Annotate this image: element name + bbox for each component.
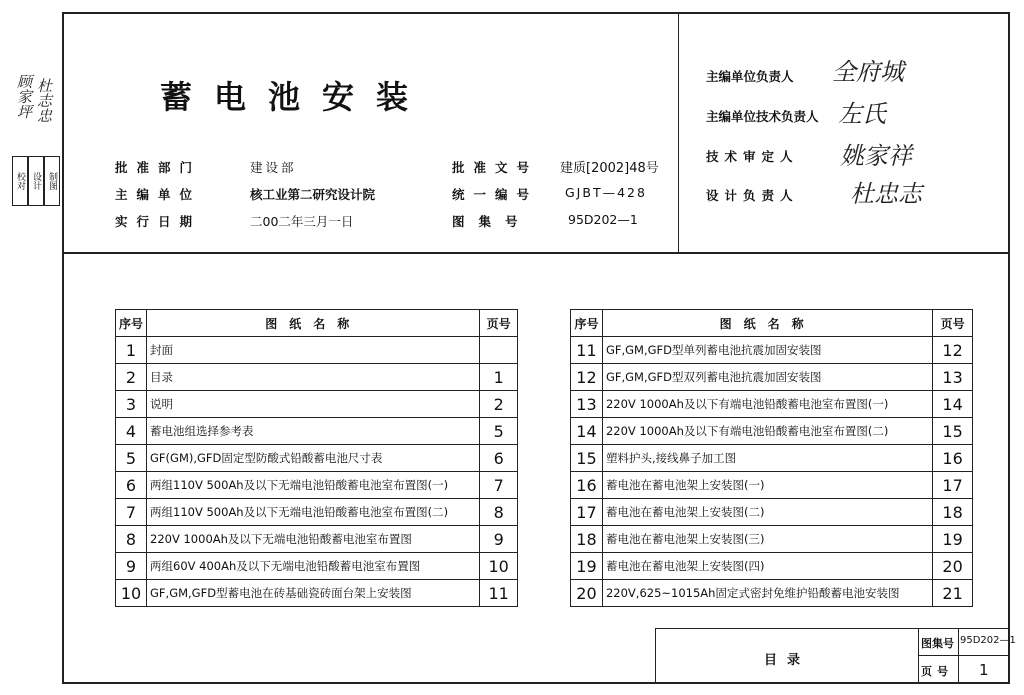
row-name: 蓄电池在蓄电池架上安装图(四) bbox=[602, 553, 932, 580]
row-name: 说明 bbox=[147, 391, 480, 418]
table-row bbox=[571, 499, 973, 526]
stamp-label-check: 校对 bbox=[12, 156, 28, 206]
row-name: 220V 1000Ah及以下有端电池铅酸蓄电池室布置图(二) bbox=[602, 418, 932, 445]
tech-head-signature: 左氏 bbox=[838, 100, 886, 128]
row-name: GF(GM),GFD固定型防酸式铅酸蓄电池尺寸表 bbox=[147, 445, 480, 472]
row-seq: 20 bbox=[571, 580, 603, 607]
row-seq: 2 bbox=[116, 364, 147, 391]
sheet-title: 目录 bbox=[764, 653, 811, 668]
atlas-label: 图集号 bbox=[921, 637, 954, 650]
row-name: 蓄电池在蓄电池架上安装图(二) bbox=[602, 499, 932, 526]
row-name: GF,GM,GFD型蓄电池在砖基础瓷砖面台架上安装图 bbox=[147, 580, 480, 607]
col-page: 页号 bbox=[480, 310, 518, 337]
reviewer-signature: 姚家祥 bbox=[840, 142, 912, 170]
approving-dept-label: 批准部门 bbox=[115, 160, 202, 175]
row-seq: 7 bbox=[116, 499, 147, 526]
row-name: 220V 1000Ah及以下无端电池铅酸蓄电池室布置图 bbox=[147, 526, 480, 553]
row-seq: 12 bbox=[571, 364, 603, 391]
row-page: 8 bbox=[480, 499, 518, 526]
row-name: GF,GM,GFD型单列蓄电池抗震加固安装图 bbox=[602, 337, 932, 364]
table-row bbox=[116, 445, 518, 472]
table-row bbox=[116, 580, 518, 607]
table-row bbox=[116, 391, 518, 418]
stamp-label-draw: 制图 bbox=[44, 156, 60, 206]
row-name: 蓄电池在蓄电池架上安装图(一) bbox=[602, 472, 932, 499]
row-page: 19 bbox=[933, 526, 973, 553]
row-page: 6 bbox=[480, 445, 518, 472]
table-row bbox=[571, 472, 973, 499]
header-vertical-divider bbox=[678, 12, 679, 253]
row-seq: 18 bbox=[571, 526, 603, 553]
table-row bbox=[116, 337, 518, 364]
row-seq: 17 bbox=[571, 499, 603, 526]
row-page: 18 bbox=[933, 499, 973, 526]
title-block bbox=[655, 628, 1016, 684]
row-page: 14 bbox=[933, 391, 973, 418]
table-row bbox=[571, 337, 973, 364]
toc-table-left bbox=[115, 309, 518, 607]
designer-label: 设计负责人 bbox=[706, 188, 799, 203]
row-name: 两组110V 500Ah及以下无端电池铅酸蓄电池室布置图(一) bbox=[147, 472, 480, 499]
unit-head-signature: 全府城 bbox=[832, 58, 904, 86]
row-page: 17 bbox=[933, 472, 973, 499]
table-row bbox=[116, 418, 518, 445]
page-label: 页号 bbox=[921, 665, 953, 678]
row-page: 20 bbox=[933, 553, 973, 580]
reviewer-label: 技术审定人 bbox=[706, 149, 799, 164]
table-row bbox=[571, 553, 973, 580]
row-seq: 3 bbox=[116, 391, 147, 418]
table-row bbox=[571, 580, 973, 607]
header-divider bbox=[62, 252, 1010, 254]
table-row bbox=[571, 526, 973, 553]
atlas-no-label: 图集号 bbox=[452, 214, 532, 229]
col-name: 图纸名称 bbox=[602, 310, 932, 337]
editor-unit-label: 主编单位 bbox=[115, 187, 202, 202]
row-name: 封面 bbox=[147, 337, 480, 364]
title-block-divider bbox=[918, 655, 1010, 656]
row-seq: 10 bbox=[116, 580, 147, 607]
row-seq: 8 bbox=[116, 526, 147, 553]
title-block-divider bbox=[918, 629, 919, 683]
row-page: 5 bbox=[480, 418, 518, 445]
row-name: 两组60V 400Ah及以下无端电池铅酸蓄电池室布置图 bbox=[147, 553, 480, 580]
unit-head-label: 主编单位负责人 bbox=[706, 69, 794, 84]
unified-no: GJBT—428 bbox=[565, 185, 647, 200]
row-page: 9 bbox=[480, 526, 518, 553]
effective-date-label: 实行日期 bbox=[115, 214, 202, 229]
approval-doc: 建质[2002]48号 bbox=[560, 161, 659, 176]
row-page: 21 bbox=[933, 580, 973, 607]
approval-doc-label: 批准文号 bbox=[452, 160, 539, 175]
stamp-label-design: 设计 bbox=[28, 156, 44, 206]
row-seq: 19 bbox=[571, 553, 603, 580]
table-row bbox=[571, 445, 973, 472]
col-page: 页号 bbox=[933, 310, 973, 337]
editor-unit: 核工业第二研究设计院 bbox=[250, 187, 376, 202]
col-name: 图纸名称 bbox=[147, 310, 480, 337]
row-name: 两组110V 500Ah及以下无端电池铅酸蓄电池室布置图(二) bbox=[147, 499, 480, 526]
row-page: 15 bbox=[933, 418, 973, 445]
table-row bbox=[116, 526, 518, 553]
row-name: 蓄电池组选择参考表 bbox=[147, 418, 480, 445]
row-seq: 5 bbox=[116, 445, 147, 472]
approving-dept: 建设部 bbox=[250, 160, 297, 175]
row-page: 16 bbox=[933, 445, 973, 472]
row-seq: 4 bbox=[116, 418, 147, 445]
row-seq: 9 bbox=[116, 553, 147, 580]
table-row bbox=[116, 499, 518, 526]
row-name: 目录 bbox=[147, 364, 480, 391]
col-seq: 序号 bbox=[571, 310, 603, 337]
row-page: 2 bbox=[480, 391, 518, 418]
footer-atlas-no: 95D202—1 bbox=[960, 635, 1016, 646]
footer-page-no: 1 bbox=[979, 661, 989, 679]
row-seq: 1 bbox=[116, 337, 147, 364]
row-seq: 16 bbox=[571, 472, 603, 499]
review-stamp bbox=[12, 74, 60, 214]
row-name: 220V,625~1015Ah固定式密封免维护铅酸蓄电池安装图 bbox=[602, 580, 932, 607]
row-name: GF,GM,GFD型双列蓄电池抗震加固安装图 bbox=[602, 364, 932, 391]
row-page: 1 bbox=[480, 364, 518, 391]
row-name: 蓄电池在蓄电池架上安装图(三) bbox=[602, 526, 932, 553]
row-page: 10 bbox=[480, 553, 518, 580]
designer-signature: 杜忠志 bbox=[850, 180, 922, 208]
row-page: 13 bbox=[933, 364, 973, 391]
tech-head-label: 主编单位技术负责人 bbox=[706, 109, 819, 124]
title-block-divider bbox=[958, 629, 959, 683]
effective-date: 二00二年三月一日 bbox=[250, 214, 354, 229]
row-seq: 13 bbox=[571, 391, 603, 418]
row-page bbox=[480, 337, 518, 364]
table-row bbox=[116, 364, 518, 391]
toc-table-right bbox=[570, 309, 973, 607]
row-page: 12 bbox=[933, 337, 973, 364]
stamp-signature-1: 顾家坪 bbox=[15, 74, 33, 119]
stamp-signature-2: 杜志忠 bbox=[35, 78, 53, 123]
row-seq: 6 bbox=[116, 472, 147, 499]
unified-no-label: 统一编号 bbox=[452, 187, 539, 202]
row-page: 7 bbox=[480, 472, 518, 499]
col-seq: 序号 bbox=[116, 310, 147, 337]
row-name: 220V 1000Ah及以下有端电池铅酸蓄电池室布置图(一) bbox=[602, 391, 932, 418]
row-page: 11 bbox=[480, 580, 518, 607]
page-title: 蓄电池安装 bbox=[160, 78, 431, 116]
row-seq: 11 bbox=[571, 337, 603, 364]
row-seq: 15 bbox=[571, 445, 603, 472]
table-row bbox=[571, 391, 973, 418]
row-name: 塑料护头,接线鼻子加工图 bbox=[602, 445, 932, 472]
table-header bbox=[116, 310, 518, 337]
table-row bbox=[571, 418, 973, 445]
row-seq: 14 bbox=[571, 418, 603, 445]
table-row bbox=[116, 553, 518, 580]
table-row bbox=[571, 364, 973, 391]
atlas-no: 95D202—1 bbox=[568, 212, 638, 227]
table-header bbox=[571, 310, 973, 337]
table-row bbox=[116, 472, 518, 499]
